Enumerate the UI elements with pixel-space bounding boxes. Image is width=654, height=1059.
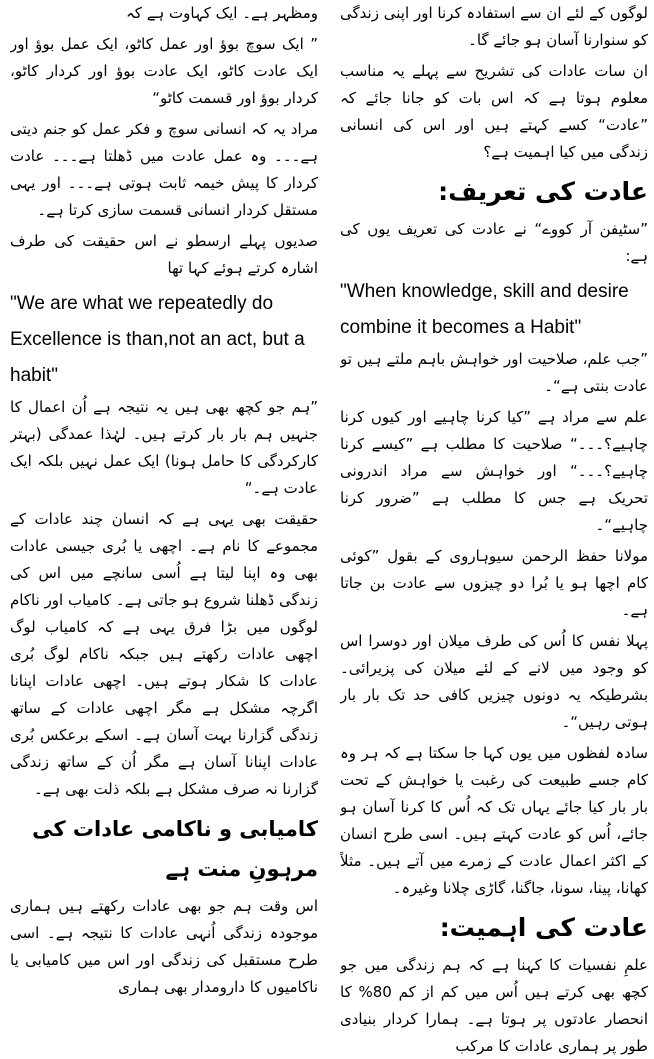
paragraph: ” ایک سوچ بوؤ اور عمل کاٹو، ایک عمل بوؤ اور ایک عادت کاٹو، ایک عادت بوؤ اور کردار کاٹو، کردار بوؤ اور قسمت کاٹو“ — [10, 35, 318, 107]
paragraph: علم سے مراد ہے ”کیا کرنا چاہیے اور کیوں کرنا چاہیے؟۔۔۔“ صلاحیت کا مطلب ہے ”کیسے کرنا چاہیے؟۔۔۔“ اور خواہش سے مراد اندرونی تحریک ہے جس کا مطلب ہے ”ضرور کرنا چاہیے“۔ — [340, 408, 648, 534]
paragraph: مراد یہ کہ انسانی سوچ و فکر عمل کو جنم دیتی ہے۔۔۔ وہ عمل عادت میں ڈھلتا ہے۔۔۔ عادت کردار کا پیش خیمہ ثابت ہوتی ہے۔۔۔ اور یہی مستقل کردار انسانی قسمت سازی کرتا ہے۔ — [10, 120, 318, 219]
paragraph: پہلا نفس کا اُس کی طرف میلان اور دوسرا اس کو وجود میں لانے کے لئے میلان کی پزیرائی۔ بشرطیکہ یہ دونوں چیزیں کافی حد تک بار بار ہوتی رہیں“۔ — [340, 632, 648, 731]
section-heading-definition: عادت کی تعریف: — [438, 177, 648, 206]
paragraph: صدیوں پہلے ارسطو نے اس حقیقت کی طرف اشارہ کرتے ہوئے کہا تھا — [10, 232, 318, 277]
paragraph: ومظہر ہے۔ ایک کہاوت ہے کہ — [126, 4, 318, 22]
paragraph: اس وقت ہم جو بھی عادات رکھتے ہیں ہماری موجودہ زندگی اُنہی عادات کا نتیجہ ہے۔ اسی طرح مستقبل کی زندگی اور اس میں کامیابی یا ناکامیوں کا دارومدار بھی ہماری — [10, 897, 318, 996]
paragraph: ان سات عادات کی تشریح سے پہلے یہ مناسب معلوم ہوتا ہے کہ اس بات کو جانا جائے کہ ”عادت“ کسے کہتے ہیں اور اس کی انسانی زندگی میں کیا اہمیت ہے؟ — [340, 62, 648, 161]
right-column — [340, 0, 648, 1059]
paragraph: سادہ لفظوں میں یوں کہا جا سکتا ہے کہ ہر وہ کام جسے طبیعت کی رغبت یا خواہش کے تحت بار بار کیا جائے یہاں تک کہ اُس کا کرنا آسان ہو جائے، اُس کو عادت کہتے ہیں۔ اسی طرح انسان کے اکثر اعمال عادت کے زمرے میں آتے ہیں۔ مثلاً کھانا، پینا، سونا، جاگنا، گاڑی چلانا وغیرہ۔ — [340, 744, 648, 897]
paragraph: ”ہم جو کچھ بھی ہیں یہ نتیجہ ہے اُن اعمال کا جنہیں ہم بار بار کرتے ہیں۔ لہٰذا عمدگی (بہتر کارکردگی کا حامل ہونا) ایک عمل نہیں بلکہ ایک عادت ہے۔“ — [10, 398, 318, 497]
english-quote: "We are what we repeatedly do Excellence is than,not an act, but a habit" — [10, 293, 305, 386]
paragraph: مولانا حفظ الرحمن سیوہاروی کے بقول ”کوئی کام اچھا ہو یا بُرا دو چیزوں سے عادت بن جاتا ہے۔ — [340, 547, 648, 619]
paragraph: علمِ نفسیات کا کہنا ہے کہ ہم زندگی میں جو کچھ بھی کرتے ہیں اُس میں کم از کم 80% کا انحصار عادتوں پر ہوتا ہے۔ ہمارا کردار بنیادی طور پر ہماری عادات کا مرکب — [340, 956, 648, 1055]
paragraph: ”جب علم، صلاحیت اور خواہش باہم ملتے ہیں تو عادت بنتی ہے“۔ — [340, 350, 648, 395]
paragraph: لوگوں کے لئے ان سے استفادہ کرنا اور اپنی زندگی کو سنوارنا آسان ہو جائے گا۔ — [340, 4, 648, 49]
paragraph: ”سٹیفن آر کووے“ نے عادت کی تعریف یوں کی ہے: — [340, 220, 648, 265]
section-heading-importance: عادت کی اہمیت: — [439, 913, 648, 942]
left-column — [10, 0, 318, 1059]
section-heading-success: کامیابی و ناکامی عادات کی مرہونِ منت ہے — [32, 817, 318, 881]
english-quote: "When knowledge, skill and desire combine it becomes a Habit" — [340, 281, 629, 338]
paragraph: حقیقت بھی یہی ہے کہ انسان چند عادات کے مجموعے کا نام ہے۔ اچھی یا بُری جیسی عادات بھی وہ اپنا لیتا ہے اُسی سانچے میں اس کی زندگی ڈھلنا شروع ہو جاتی ہے۔ کامیاب اور ناکام لوگوں میں بڑا فرق یہی ہے کہ کامیاب لوگ اچھی عادات رکھتے ہیں جبکہ ناکام لوگ بُری عادات کا شکار ہوتے ہیں۔ اچھی عادات اپنانا اگرچہ مشکل ہے مگر اچھی عادات کے ساتھ زندگی گزارنا بہت آسان ہے۔ اسکے برعکس بُری عادات اپنانا آسان ہے مگر اُن کے ساتھ زندگی گزارنا نہ صرف مشکل ہے بلکہ ذلت بھی ہے۔ — [10, 510, 318, 798]
